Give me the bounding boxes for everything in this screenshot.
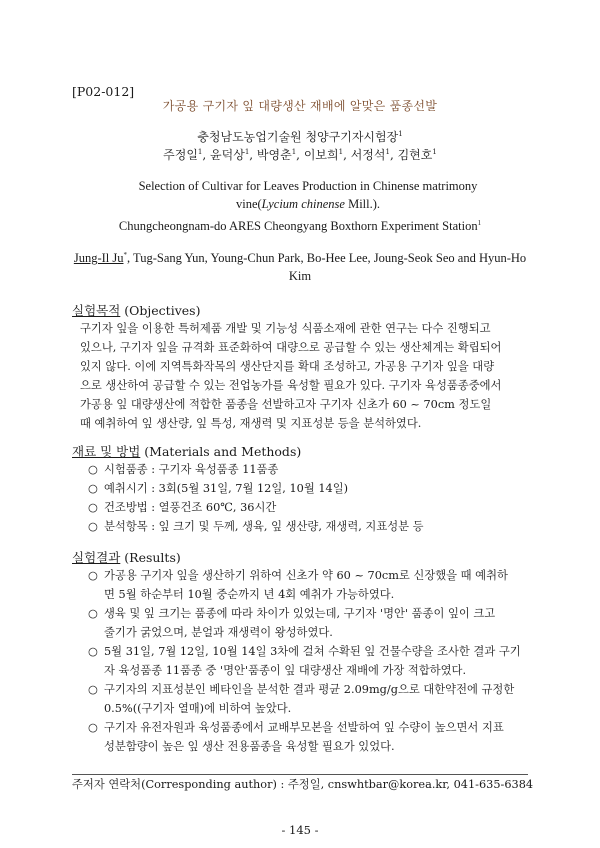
results-item-line: 생육 및 잎 크기는 품종에 따라 차이가 있었는데, 구기자 '명안' 품종이 잎이 크고 — [104, 607, 496, 620]
list-item — [88, 604, 528, 642]
title-english-prefix: vine( — [235, 197, 262, 211]
title-english-line2 — [118, 195, 498, 213]
results-heading — [72, 548, 181, 566]
author-ko-sup: 1 — [338, 148, 344, 156]
results-item-line: 줄기가 굵었으며, 분얼과 재생력이 왕성하였다. — [104, 626, 333, 639]
methods-list — [88, 460, 528, 536]
bullet: ○ — [88, 607, 98, 620]
affiliation-korean-text: 충청남도농업기술원 청양구기자시험장 — [197, 130, 399, 144]
author-ko: 김현호 — [397, 148, 433, 162]
bullet: ○ — [88, 482, 98, 495]
objectives-line: 있지 않다. 이에 지역특화작목의 생산단지를 확대 조성하고, 가공용 구기자 잎을 대량 — [80, 360, 495, 373]
author-ko: 윤덕상 — [210, 148, 245, 162]
author-ko: 서정석 — [350, 148, 386, 162]
affiliation-english-sup: 1 — [477, 218, 482, 227]
objectives-paragraph — [80, 319, 528, 433]
title-english-line1: Selection of Cultivar for Leaves Production in Chinense matrimony — [138, 179, 478, 193]
list-item — [88, 718, 528, 756]
methods-item-text: 시험품종 : 구기자 육성품종 11품종 — [104, 463, 279, 476]
objectives-heading-ko: 실험목적 — [72, 303, 121, 318]
affiliation-korean — [0, 128, 600, 145]
authors-korean: 주정일$^1$, 윤덕상$^1$, 박영춘$^1$, 이보희$^1$, 서정석$^1$, 김현호$^1$ — [163, 148, 437, 162]
page-number: - 145 - — [281, 823, 319, 837]
author-ko: 이보희 — [303, 148, 339, 162]
author-ko-sup: 1 — [432, 148, 437, 156]
title-korean: 가공용 구기자 잎 대량생산 재배에 알맞은 품종선발 — [162, 99, 438, 113]
bullet: ○ — [88, 683, 98, 696]
results-item-line: 가공용 구기자 잎을 생산하기 위하여 신초가 약 60 ~ 70cm로 신장했을 때 예취하 — [104, 569, 508, 582]
objectives-heading — [72, 301, 200, 319]
methods-heading-ko: 재료 및 방법 — [72, 444, 141, 459]
results-item-line: 구기자의 지표성분인 베타인을 분석한 결과 평균 2.09mg/g으로 대한약전에 규정한 — [104, 683, 515, 696]
list-item — [88, 479, 528, 498]
results-item-line: 자 육성품종 11품종 중 '명안'품종이 잎 대량생산 재배에 가장 적합하였다. — [104, 664, 467, 677]
bullet: ○ — [88, 645, 98, 658]
author-ko: 박영춘 — [256, 148, 292, 162]
results-item-line: 0.5%((구기자 열매)에 비하여 높았다. — [104, 702, 292, 715]
bullet: ○ — [88, 520, 98, 533]
author-ko-sup: 1 — [291, 148, 297, 156]
results-heading-en: (Results) — [120, 550, 181, 565]
affiliation-english-text: Chungcheongnam-do ARES Cheongyang Boxthorn Experiment Station — [118, 219, 478, 233]
methods-heading — [72, 442, 301, 460]
author-ko: 주정일 — [163, 148, 198, 162]
results-item-line: 성분함량이 높은 잎 생산 전용품종을 육성할 필요가 있었다. — [104, 740, 395, 753]
footnote-divider — [72, 774, 528, 775]
methods-heading-en: (Materials and Methods) — [140, 444, 302, 459]
objectives-line: 으로 생산하여 공급할 수 있는 전업농가를 육성할 필요가 있다. 구기자 육성품종중에서 — [80, 379, 502, 392]
affiliation-english — [0, 219, 600, 234]
bullet: ○ — [88, 721, 98, 734]
author-ko-sup: 1 — [197, 148, 203, 156]
corresponding-author-note: 주저자 연락처(Corresponding author) : 주정일, cnswhtbar@korea.kr, 041-635-6384 — [72, 778, 534, 791]
bullet: ○ — [88, 501, 98, 514]
author-ko-sup: 1 — [244, 148, 250, 156]
results-heading-ko: 실험결과 — [72, 550, 121, 565]
methods-item-text: 분석항목 : 잎 크기 및 두께, 생육, 잎 생산량, 재생력, 지표성분 등 — [104, 520, 424, 533]
title-english — [118, 177, 498, 213]
results-item-line: 면 5월 하순부터 10월 중순까지 년 4회 예취가 가능하였다. — [104, 588, 395, 601]
methods-item-text: 예취시기 : 3회(5월 31일, 7월 12일, 10월 14일) — [104, 482, 349, 495]
title-english-suffix: Mill.). — [344, 197, 381, 211]
corresponding-author: Jung-Il Ju — [73, 251, 124, 265]
species-name: Lycium chinense — [261, 197, 345, 211]
authors-english — [72, 249, 528, 285]
methods-item-text: 건조방법 : 열풍건조 60℃, 36시간 — [104, 501, 277, 514]
objectives-line: 때 예취하여 잎 생산량, 잎 특성, 재생력 및 지표성분 등을 분석하였다. — [80, 417, 422, 430]
corresponding-mark: * — [123, 250, 127, 259]
list-item — [88, 566, 528, 604]
results-list — [88, 566, 528, 756]
objectives-heading-en: (Objectives) — [120, 303, 201, 318]
affiliation-korean-sup: 1 — [398, 130, 403, 138]
list-item — [88, 642, 528, 680]
results-item-line: 구기자 유전자원과 육성품종에서 교배부모본을 선발하여 잎 수량이 높으면서 지표 — [104, 721, 504, 734]
list-item — [88, 517, 528, 536]
objectives-line: 구기자 잎을 이용한 특허제품 개발 및 기능성 식품소재에 관한 연구는 다수 진행되고 — [80, 322, 491, 335]
coauthors-english: , Tug-Sang Yun, Young-Chun Park, Bo-Hee Lee, Joung-Seok Seo and Hyun-Ho Kim — [126, 251, 527, 283]
bullet: ○ — [88, 463, 98, 476]
objectives-line: 가공용 잎 대량생산에 적합한 품종을 선발하고자 구기자 신초가 60 ~ 70cm 정도일 — [80, 398, 492, 411]
results-item-line: 5월 31일, 7월 12일, 10월 14일 3차에 걸쳐 수확된 잎 건물수량을 조사한 결과 구기 — [104, 645, 521, 658]
list-item — [88, 680, 528, 718]
list-item — [88, 498, 528, 517]
paper-code: [P02-012] — [72, 84, 135, 99]
objectives-line: 있으나, 구기자 잎을 규격화 표준화하여 대량으로 공급할 수 있는 생산체계는 확립되어 — [80, 341, 502, 354]
author-ko-sup: 1 — [385, 148, 390, 156]
list-item — [88, 460, 528, 479]
bullet: ○ — [88, 569, 98, 582]
